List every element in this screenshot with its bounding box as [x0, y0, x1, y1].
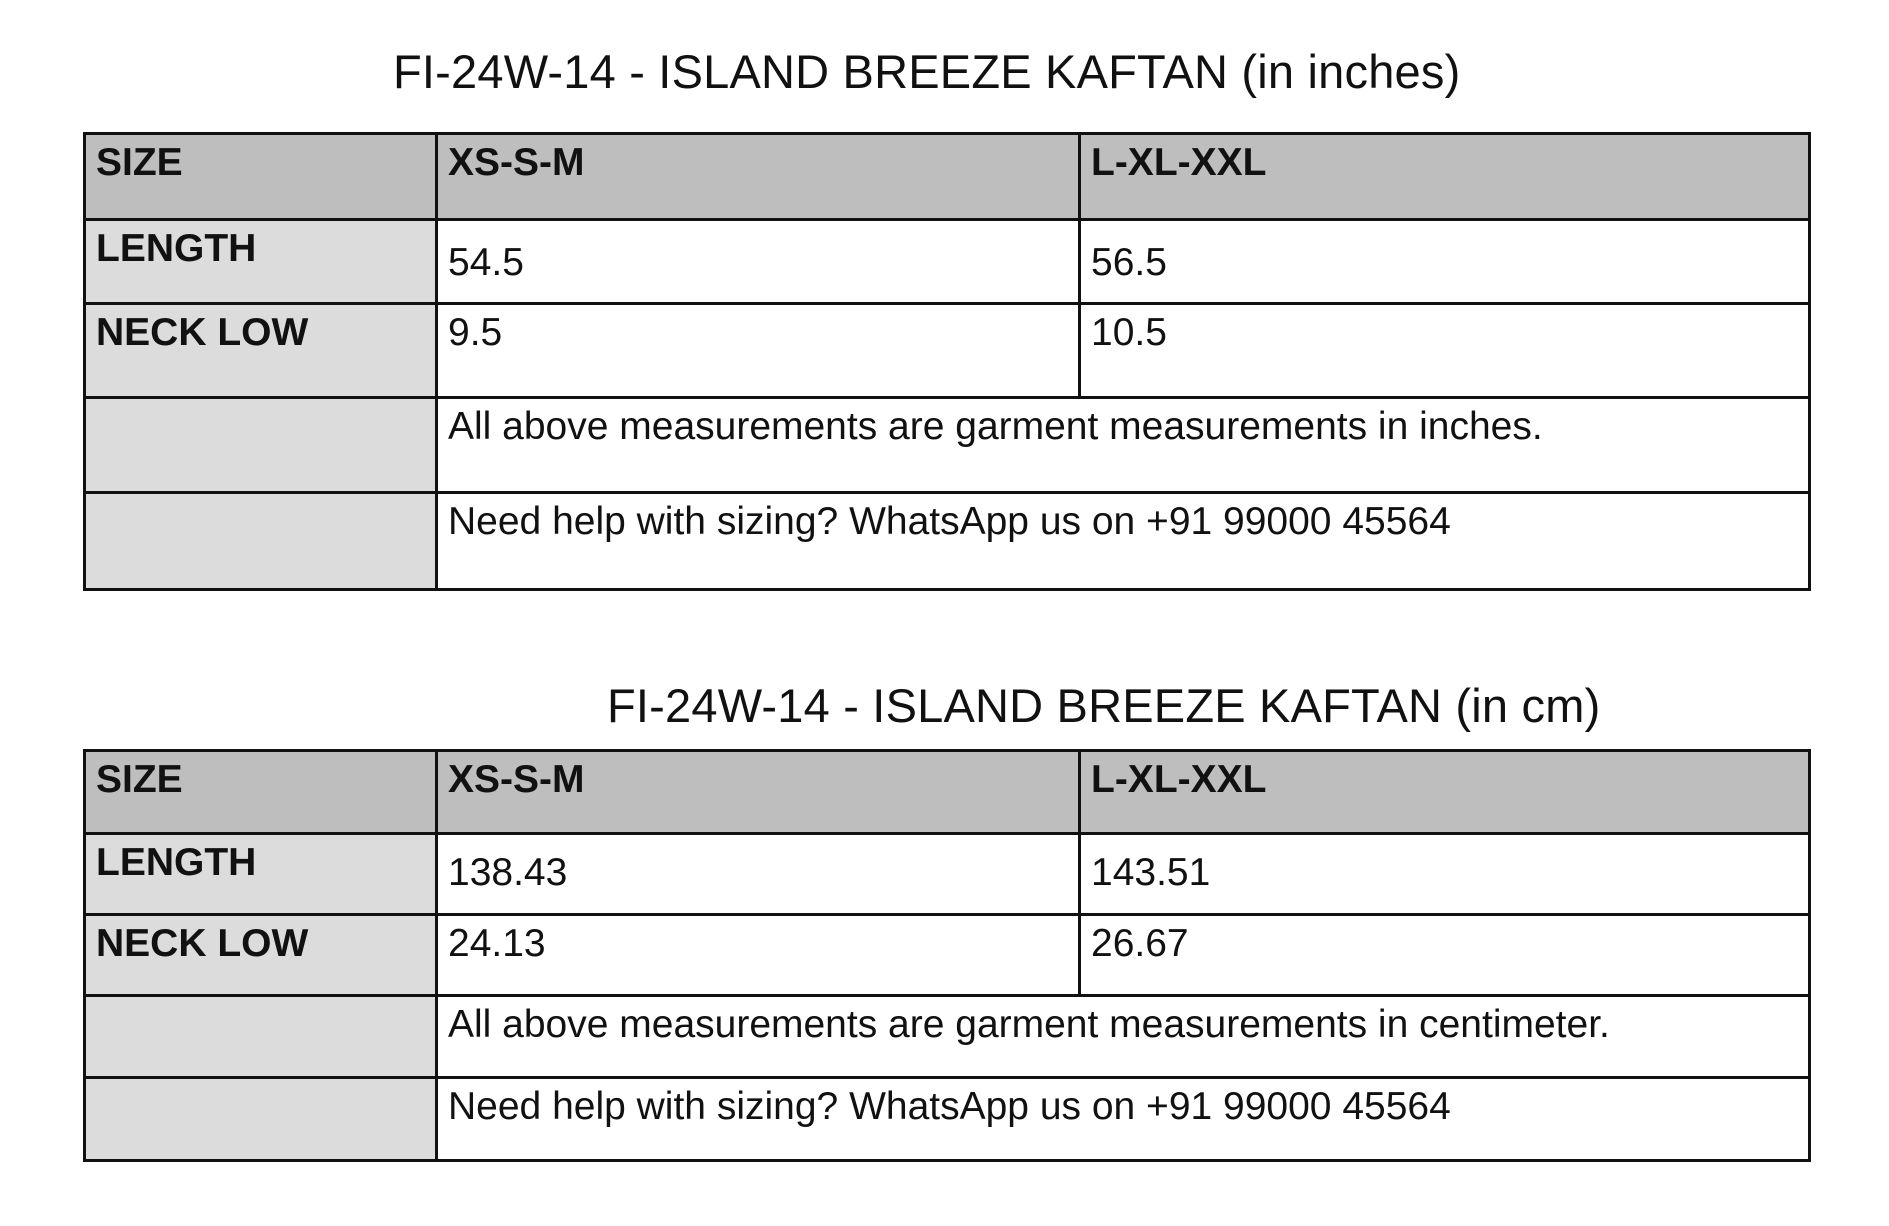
size-chart-title-cm: FI-24W-14 - ISLAND BREEZE KAFTAN (in cm): [607, 679, 1601, 732]
table-header-row: [85, 751, 1810, 834]
header-size-l-xl-xxl: L-XL-XXL: [1080, 134, 1810, 220]
row-label-neck-low: NECK LOW: [85, 915, 437, 996]
empty-label-cell: [85, 996, 437, 1078]
neck-low-l-xl-xxl-value: 10.5: [1080, 304, 1810, 398]
measurement-note: All above measurements are garment measurements in inches.: [437, 398, 1810, 493]
neck-low-xs-s-m-value: 9.5: [437, 304, 1080, 398]
whatsapp-help-note: Need help with sizing? WhatsApp us on +91 99000 45564: [437, 493, 1810, 590]
length-xs-s-m-value: 54.5: [437, 220, 1080, 304]
header-size-label: SIZE: [85, 751, 437, 834]
size-chart-table-inches: [83, 132, 1811, 591]
header-size-label: SIZE: [85, 134, 437, 220]
empty-label-cell: [85, 1078, 437, 1161]
length-xs-s-m-value: 138.43: [437, 834, 1080, 915]
header-size-xs-s-m: XS-S-M: [437, 751, 1080, 834]
length-l-xl-xxl-value: 143.51: [1080, 834, 1810, 915]
neck-low-xs-s-m-value: 24.13: [437, 915, 1080, 996]
header-size-l-xl-xxl: L-XL-XXL: [1080, 751, 1810, 834]
row-label-length: LENGTH: [85, 220, 437, 304]
size-chart-table-cm: [83, 749, 1811, 1162]
length-l-xl-xxl-value: 56.5: [1080, 220, 1810, 304]
row-label-length: LENGTH: [85, 834, 437, 915]
empty-label-cell: [85, 493, 437, 590]
table-header-row: [85, 134, 1810, 220]
measurement-note: All above measurements are garment measurements in centimeter.: [437, 996, 1810, 1078]
table-row-help: [85, 1078, 1810, 1161]
table-row-neck-low: [85, 304, 1810, 398]
whatsapp-help-note: Need help with sizing? WhatsApp us on +91 99000 45564: [437, 1078, 1810, 1161]
table-row-help: [85, 493, 1810, 590]
table-row-length: [85, 834, 1810, 915]
table-row-length: [85, 220, 1810, 304]
size-chart-title-inches: FI-24W-14 - ISLAND BREEZE KAFTAN (in inches): [393, 45, 1461, 98]
table-row-note: [85, 996, 1810, 1078]
neck-low-l-xl-xxl-value: 26.67: [1080, 915, 1810, 996]
empty-label-cell: [85, 398, 437, 493]
table-row-neck-low: [85, 915, 1810, 996]
header-size-xs-s-m: XS-S-M: [437, 134, 1080, 220]
row-label-neck-low: NECK LOW: [85, 304, 437, 398]
table-row-note: [85, 398, 1810, 493]
